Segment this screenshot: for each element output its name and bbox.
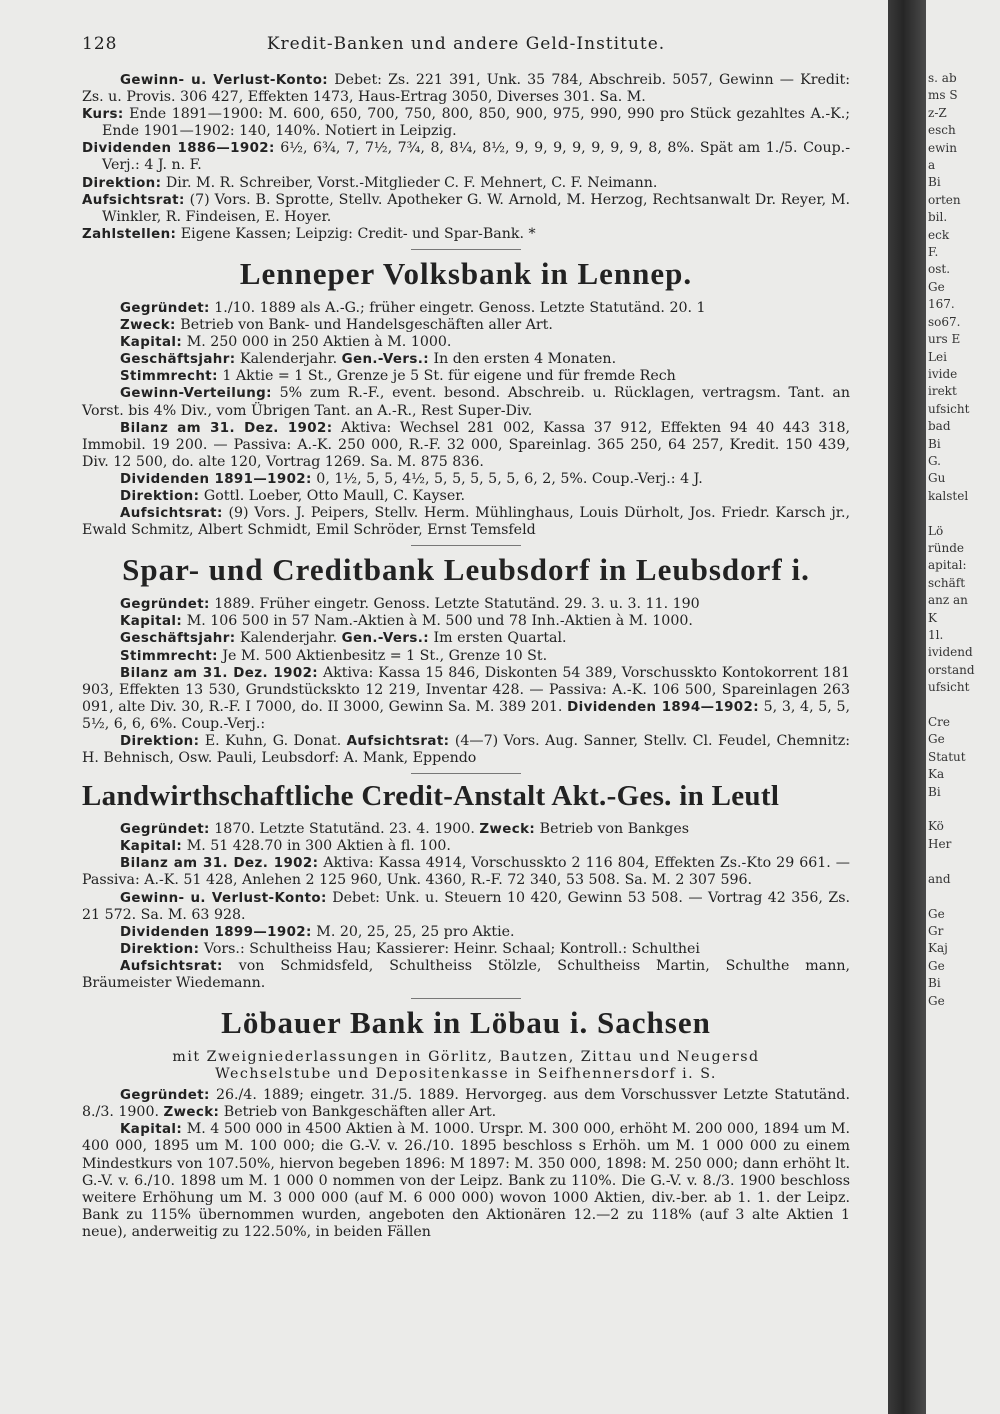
facing-page-fragment: bil. (928, 210, 948, 225)
facing-page-fragment: orten (928, 192, 961, 207)
facing-page-fragment: a (928, 158, 936, 173)
facing-page-fragment (928, 853, 1000, 870)
main-column (82, 28, 850, 1241)
bank-title-leutkirch: Landwirthschaftliche Credit-Anstalt Akt.-Ges. in Leutl (82, 780, 780, 813)
zahlstellen-text: Eigene Kassen; Leipzig: Credit- und Spar-Bank. * (180, 225, 536, 242)
divider (411, 249, 521, 250)
section-continued (82, 72, 850, 243)
divider (411, 998, 521, 999)
facing-page-fragment: ost. (928, 262, 951, 277)
gen-vers-text: In den ersten 4 Monaten. (433, 351, 617, 368)
aufsichtsrat-text: von Schmidsfeld, Schultheiss Stölzle, Schultheiss Martin, Schulthe mann, Bräumeister Wiedemann. (82, 957, 850, 992)
direktion-text: Gottl. Loeber, Otto Maull, C. Kayser. (203, 487, 465, 504)
label-kapital: Kapital: (120, 335, 183, 351)
aufsichtsrat-text: (4—7) Vors. Aug. Sanner, Stellv. Cl. Feudel, Chemnitz: H. Behnisch, Osw. Pauli, Leubsdorf: A. Mank, Eppendo (82, 733, 850, 767)
facing-page-fragment: apital: (928, 558, 967, 573)
label-stimmrecht: Stimmrecht: (120, 648, 218, 664)
facing-page-fragment (928, 801, 1000, 818)
facing-page-fragment: Bi (928, 175, 941, 190)
entry-leutkirch (82, 821, 850, 992)
gegruendet-text: 1870. Letzte Statutänd. 23. 4. 1900. (214, 821, 475, 838)
book-spine-shadow (888, 0, 926, 1414)
divider (411, 545, 521, 546)
facing-page-fragment: ivide (928, 366, 958, 381)
label-gewinn-verlust: Gewinn- u. Verlust-Konto: (120, 890, 327, 906)
geschaeftsjahr-text: Kalenderjahr. (239, 630, 338, 647)
label-geschaeftsjahr: Geschäftsjahr: (120, 352, 236, 368)
aufsichtsrat-text: (9) Vors. J. Peipers, Stellv. Herm. Mühlinghaus, Louis Dürholt, Jos. Friedr. Karsch jr., Ewald Schmitz, Albert Schmidt, Emil Schröder, Ernst Temsfeld (82, 505, 850, 539)
kapital-text: M. 250 000 in 250 Aktien à M. 1000. (186, 334, 452, 351)
zweck-text: Betrieb von Bankgeschäften aller Art. (223, 1104, 497, 1121)
gewinn-verlust-text: Debet: Unk. u. Steuern 10 420, Gewinn 53 508. — Vortrag 42 356, Zs. 21 572. Sa. M. 63 928. (82, 889, 850, 923)
gewinn-verteilung-text: 5% zum R.-F., event. besond. Abschreib. u. Rücklagen, vertragsm. Tant. an Vorst. bis 4% Div., vom Übrigen Tant. an A.-R., Rest Super-Div. (82, 385, 850, 419)
facing-page-fragment: Bi (928, 976, 941, 991)
facing-page-fragment: Ge (928, 732, 945, 747)
facing-page-fragment: Ka (928, 767, 945, 782)
label-gegruendet: Gegründet: (120, 1088, 210, 1104)
facing-page-fragment (928, 697, 1000, 714)
label-zweck: Zweck: (120, 318, 176, 334)
facing-page-fragment: Statut (928, 749, 966, 764)
label-direktion: Direktion: (82, 175, 162, 191)
entry-loebau (82, 1087, 850, 1241)
entry-lennep (82, 300, 850, 539)
stimmrecht-text: Je M. 500 Aktienbesitz = 1 St., Grenze 10 St. (222, 647, 548, 664)
facing-page-fragment: ewin (928, 140, 957, 155)
label-direktion: Direktion: (120, 488, 200, 504)
gen-vers-text: Im ersten Quartal. (433, 630, 567, 647)
dividenden-text: M. 20, 25, 25, 25 pro Aktie. (316, 923, 515, 940)
facing-page-fragment: Her (928, 836, 952, 851)
kapital-text: M. 106 500 in 57 Nam.-Aktien à M. 500 und 78 Inh.-Aktien à M. 1000. (186, 613, 693, 630)
label-bilanz: Bilanz am 31. Dez. 1902: (120, 420, 333, 436)
bilanz-text: Aktiva: Kassa 15 846, Diskonten 54 389, Vorschusskto Kontokorrent 181 903, Effekten 13 530, Grundstückskto 12 219, Inventar 428. — Passiva: A.-K. 106 500, Spareinlagen 263 091, alte Div. 30, R.-F. I 7000, do. II 3000, Gewinn Sa. M. 389 201. (82, 664, 850, 715)
facing-page-fragment: orstand (928, 662, 975, 677)
gegruendet-text: 1./10. 1889 als A.-G.; früher eingetr. Genoss. Letzte Statutänd. 20. 1 (214, 299, 706, 316)
label-gewinn-verteilung: Gewinn-Verteilung: (120, 386, 272, 402)
facing-page-fragment: bad (928, 419, 951, 434)
label-geschaeftsjahr: Geschäftsjahr: (120, 631, 236, 647)
bilanz-text: Aktiva: Wechsel 281 002, Kassa 37 912, Effekten 94 40 443 318, Immobil. 19 200. — Passiva: A.-K. 250 000, R.-F. 32 000, Spareinlag. 365 250, 64 257, Kredit. 150 439, Div. 12 500, do. alte 120, Vortrag 1269. Sa. M. 875 836. (82, 419, 850, 470)
bank-title-leubsdorf: Spar- und Creditbank Leubsdorf in Leubsdorf i. (122, 552, 810, 588)
label-direktion: Direktion: (120, 734, 200, 749)
running-title: Kredit-Banken und andere Geld-Institute. (266, 34, 666, 54)
bank-title-loebau: Löbauer Bank in Löbau i. Sachsen (221, 1005, 711, 1041)
facing-page-fragment: kalstel (928, 488, 969, 503)
kapital-text: M. 51 428.70 in 300 Aktien à fl. 100. (186, 838, 451, 855)
label-aufsichtsrat: Aufsichtsrat: (120, 958, 223, 974)
label-dividenden: Dividenden 1894—1902: (567, 699, 759, 715)
bank-subtitle-line2: Wechselstube und Depositenkasse in Seifhennersdorf i. S. (215, 1066, 717, 1083)
label-kapital: Kapital: (120, 614, 183, 630)
page-header (82, 28, 850, 58)
facing-page-fragment: ms S (928, 88, 958, 103)
label-aufsichtsrat: Aufsichtsrat: (120, 506, 223, 522)
facing-page-fragment (928, 888, 1000, 905)
facing-page-fragment: Ge (928, 958, 945, 973)
facing-page-fragments (928, 70, 1000, 1414)
label-kapital: Kapital: (120, 839, 183, 855)
facing-page-fragment: K (928, 610, 937, 625)
bilanz-text: Aktiva: Kassa 4914, Vorschusskto 2 116 804, Effekten Zs.-Kto 29 661. — Passiva: A.-K. 51 428, Anlehen 2 125 960, Unk. 4360, R.-F. 72 340, 53 508. Sa. M. 2 307 596. (82, 855, 850, 889)
bank-subtitle-line1: mit Zweigniederlassungen in Görlitz, Bautzen, Zittau und Neugersd (172, 1049, 760, 1066)
facing-page-fragment: 1l. (928, 628, 944, 642)
entry-leubsdorf (82, 596, 850, 767)
stimmrecht-text: 1 Aktie = 1 St., Grenze je 5 St. für eigene und für fremde Rech (222, 368, 676, 385)
label-kurs: Kurs: (82, 107, 124, 123)
label-stimmrecht: Stimmrecht: (120, 369, 218, 385)
facing-page-fragment: ividend (928, 645, 973, 660)
dividenden-text: 6½, 6¾, 7, 7½, 7¾, 8, 8¼, 8½, 9, 9, 9, 9, 9, 9, 9, 8, 8%. Spät am 1./5. Coup.-Verj.: 4 J. n. F. (102, 140, 850, 174)
facing-page-fragment: esch (928, 123, 956, 138)
facing-page-fragment: s. ab (928, 71, 957, 85)
geschaeftsjahr-text: Kalenderjahr. (239, 351, 338, 368)
facing-page-fragment: Gr (928, 923, 944, 938)
dividenden-text: 5, 3, 4, 5, 5, 5½, 6, 6, 6%. Coup.-Verj.: (82, 698, 850, 732)
facing-page-fragment: eck (928, 227, 950, 242)
facing-page-fragment: 167. (928, 297, 955, 312)
zweck-text: Betrieb von Bankges (539, 821, 690, 838)
page-number: 128 (82, 34, 118, 54)
bank-title-lennep: Lenneper Volksbank in Lennep. (239, 255, 693, 291)
facing-page-fragment: Ge (928, 906, 945, 921)
label-bilanz: Bilanz am 31. Dez. 1902: (120, 665, 319, 681)
label-gen-vers: Gen.-Vers.: (341, 352, 430, 368)
label-gegruendet: Gegründet: (120, 300, 210, 316)
label-dividenden: Dividenden 1891—1902: (120, 471, 312, 487)
facing-page-fragment: ufsicht (928, 680, 970, 695)
label-gegruendet: Gegründet: (120, 597, 210, 613)
kapital-text: M. 4 500 000 in 4500 Aktien à M. 1000. Urspr. M. 300 000, erhöht M. 200 000, 1894 um M. 400 000, 1895 um M. 100 000; die G.-V. v. 26./10. 1895 beschloss s Erhöh. um M. 1 000 000 zu einem Mindestkurs von 107.50%, hiervon begeben 1896: M 1897: M. 350 000, 1898: M. 250 000; dann erhöht lt. G.-V. v. 6./10. 1898 um M. 1 000 0 nommen von der Leipz. Bank zu 110%. Die G.-V. v. 8./3. 1900 beschloss weitere Erhöhung um M. 3 000 000 (auf M. 6 000 000) wovon 1000 Aktien, div.-ber. ab 1. 1. der Leipz. Bank zu 115% übernommen wurden, angeboten den Aktionären 12.—2 zu 118% (auf 3 alte Aktien 1 neue), anderweitig zu 122.50%, in beiden Fällen (82, 1121, 850, 1240)
facing-page-fragment: z-Z (928, 105, 947, 120)
facing-page-fragment: ründe (928, 540, 964, 555)
label-zweck: Zweck: (163, 1105, 220, 1121)
facing-page-fragment: schäft (928, 575, 966, 590)
label-gegruendet: Gegründet: (120, 822, 210, 838)
facing-page-fragment: so67. (928, 314, 961, 329)
label-aufsichtsrat: Aufsichtsrat: (82, 192, 185, 208)
facing-page-fragment: Bi (928, 436, 941, 451)
facing-page-fragment: Kö (928, 819, 944, 834)
facing-page-fragment: irekt (928, 384, 957, 399)
label-dividenden: Dividenden 1899—1902: (120, 924, 312, 940)
direktion-text: Dir. M. R. Schreiber, Vorst.-Mitglieder C. F. Mehnert, C. F. Neimann. (165, 174, 658, 191)
facing-page-fragment: F. (928, 245, 939, 260)
label-zahlstellen: Zahlstellen: (82, 226, 177, 242)
facing-page-fragment: Ge (928, 993, 945, 1008)
direktion-text: E. Kuhn, G. Donat. (204, 733, 342, 749)
facing-page-fragment: Lei (928, 349, 947, 364)
label-dividenden: Dividenden 1886—1902: (82, 141, 275, 157)
facing-page-fragment: Lö (928, 523, 944, 538)
facing-page-fragment: and (928, 871, 951, 886)
aufsichtsrat-text: (7) Vors. B. Sprotte, Stellv. Apotheker G. W. Arnold, M. Herzog, Rechtsanwalt Dr. Reyer, M. Winkler, R. Findeisen, E. Hoyer. (102, 191, 850, 225)
zweck-text: Betrieb von Bank- und Handelsgeschäften aller Art. (180, 317, 553, 334)
facing-page-fragment: urs E (928, 332, 961, 347)
facing-page-fragment: ufsicht (928, 401, 970, 416)
label-direktion: Direktion: (120, 941, 200, 957)
facing-page-fragment: G. (928, 453, 941, 468)
gegruendet-text: 1889. Früher eingetr. Genoss. Letzte Statutänd. 29. 3. u. 3. 11. 190 (214, 596, 700, 613)
dividenden-text: 0, 1½, 5, 5, 4½, 5, 5, 5, 5, 5, 6, 2, 5%. Coup.-Verj.: 4 J. (316, 470, 703, 487)
facing-page-fragment (928, 505, 1000, 522)
gutter-bleed (852, 0, 888, 1414)
label-gen-vers: Gen.-Vers.: (341, 631, 430, 647)
facing-page-fragment: Gu (928, 471, 946, 486)
facing-page-fragment: anz an (928, 593, 968, 608)
kurs-text: Ende 1891—1900: M. 600, 650, 700, 750, 800, 850, 900, 975, 990, 990 pro Stück gezahltes A.-K.; Ende 1901—1902: 140, 140%. Notiert in Leipzig. (102, 106, 851, 140)
facing-page-fragment: Cre (928, 715, 951, 730)
label-aufsichtsrat: Aufsichtsrat: (346, 734, 450, 749)
gegruendet-text: 26./4. 1889; eingetr. 31./5. 1889. Hervorgeg. aus dem Vorschussver Letzte Statutänd. 8./3. 1900. (82, 1087, 850, 1121)
facing-page-fragment: Kaj (928, 941, 948, 956)
facing-page-fragment: Ge (928, 279, 945, 294)
label-kapital: Kapital: (120, 1122, 183, 1138)
label-zweck: Zweck: (479, 822, 536, 838)
facing-page-fragment: Bi (928, 784, 941, 799)
gewinn-verlust-text: Debet: Zs. 221 391, Unk. 35 784, Abschreib. 5057, Gewinn — Kredit: Zs. u. Provis. 306 427, Effekten 1473, Haus-Ertrag 3050, Diverses 301. Sa. M. (82, 72, 850, 106)
label-bilanz: Bilanz am 31. Dez. 1902: (120, 856, 319, 872)
label-gewinn-verlust: Gewinn- u. Verlust-Konto: (120, 73, 329, 88)
direktion-text: Vors.: Schultheiss Hau; Kassierer: Heinr. Schaal; Kontroll.: Schulthei (203, 940, 700, 957)
divider (411, 773, 521, 774)
